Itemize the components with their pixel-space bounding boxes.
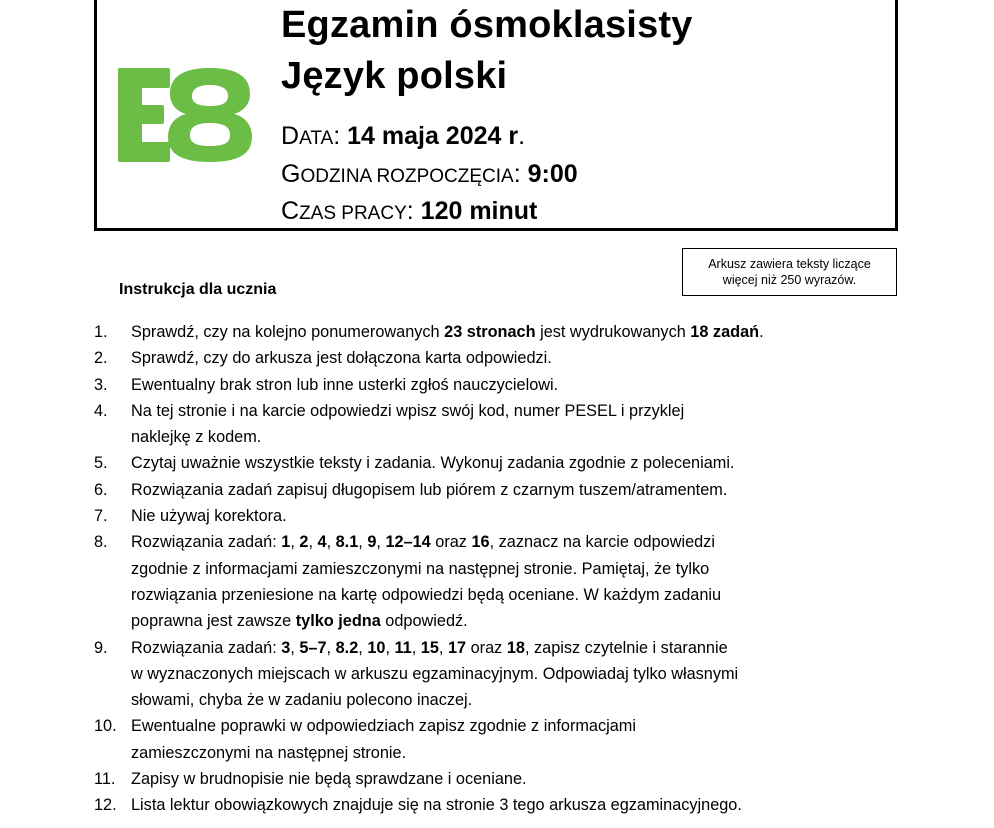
bold-text: tylko jedna (295, 612, 381, 631)
list-item-number: 8. (94, 533, 108, 552)
list-item-line (131, 766, 914, 792)
list-item-number: 11. (94, 770, 116, 789)
text: Sprawdź, czy na kolejno ponumerowanych (131, 323, 445, 341)
instructions-heading: Instrukcja dla ucznia (119, 281, 277, 298)
list-item-line (131, 582, 914, 608)
list-item (94, 529, 914, 634)
list-item-line (131, 398, 914, 424)
list-item (94, 345, 914, 371)
list-item (94, 503, 914, 529)
list-item-number: 4. (94, 401, 108, 420)
list-item-number: 12. (94, 796, 117, 815)
text: , (385, 638, 395, 657)
bold-text: 17 (447, 638, 467, 657)
bold-text: 12–14 (385, 533, 431, 552)
date-value: 14 maja 2024 (347, 122, 502, 150)
duration-label-rest: ZAS PRACY (299, 203, 407, 224)
bold-text: 8.2 (335, 638, 359, 657)
date-label-rest: ATA (299, 128, 334, 149)
text: Czytaj uważnie wszystkie teksty i zadania. Wykonuj zadania zgodnie z poleceniami. (131, 454, 735, 473)
text: Ewentualny brak stron lub inne usterki zgłoś nauczycielowi. (131, 375, 559, 394)
text: naklejkę z kodem. (131, 428, 262, 447)
date-suffix: r (501, 122, 519, 150)
text: , (438, 638, 448, 657)
list-item-number: 5. (94, 454, 108, 473)
list-item-line (131, 477, 914, 503)
start-label-colon: : (513, 160, 521, 188)
text: , (358, 638, 368, 657)
exam-date (281, 124, 525, 149)
list-item (94, 635, 914, 714)
bold-text: 3 (281, 638, 291, 657)
date-label-initial: D (281, 122, 300, 150)
text: Ewentualne poprawki w odpowiedziach zapisz zgodnie z informacjami (131, 717, 636, 736)
bold-text: 16 (471, 533, 490, 552)
text: oraz (430, 533, 472, 552)
list-item (94, 398, 914, 451)
list-item-number: 1. (94, 323, 108, 341)
list-item-line (131, 372, 914, 398)
list-item-line (131, 661, 914, 687)
text: Rozwiązania zadań: (131, 533, 282, 552)
start-label-initial: G (281, 160, 301, 188)
text: Lista lektur obowiązkowych znajduje się na stronie 3 tego arkusza egzaminacyjnego. (131, 796, 742, 815)
list-item-line (131, 740, 914, 766)
duration-label-colon: : (406, 197, 414, 225)
list-item-number: 10. (94, 717, 117, 736)
date-period: . (518, 122, 526, 150)
text: Sprawdź, czy do arkusza jest dołączona karta odpowiedzi. (131, 349, 552, 368)
list-item (94, 450, 914, 476)
bold-text: 15 (420, 638, 439, 657)
list-item (94, 713, 914, 766)
text: , zaznacz na karcie odpowiedzi (489, 533, 715, 552)
list-item-line (131, 713, 914, 739)
text: w wyznaczonych miejscach w arkuszu egzaminacyjnym. Odpowiadaj tylko własnymi (131, 664, 739, 683)
list-item (94, 766, 914, 792)
duration-label-initial: C (281, 197, 300, 225)
word-count-note (682, 248, 897, 296)
text: zamieszczonymi na następnej stronie. (131, 743, 407, 762)
text: Zapisy w brudnopisie nie będą sprawdzane i oceniane. (131, 770, 527, 789)
bold-text: 8.1 (335, 533, 359, 552)
exam-title: Egzamin ósmoklasisty (281, 4, 693, 46)
text: , (308, 533, 318, 552)
bold-text: 1 (281, 533, 291, 552)
text: , (376, 533, 386, 552)
list-item-number: 2. (94, 349, 108, 368)
bold-text: 4 (317, 533, 327, 552)
logo-text: E8 (184, 163, 186, 164)
text: , (290, 533, 300, 552)
text: , zapisz czytelnie i starannie (524, 638, 728, 657)
list-item-line (131, 556, 914, 582)
text: rozwiązania przeniesione na kartę odpowiedzi będą oceniane. W każdym zadaniu (131, 585, 722, 604)
list-item (94, 792, 914, 818)
list-item-number: 9. (94, 638, 108, 657)
text: . (759, 323, 764, 341)
text: , (326, 638, 336, 657)
list-item-line (131, 635, 914, 661)
text: , (326, 533, 336, 552)
list-item-line (131, 345, 914, 371)
list-item-number: 7. (94, 507, 108, 526)
text: zgodnie z informacjami zamieszczonymi na następnej stronie. Pamiętaj, że tylko (131, 559, 710, 578)
list-item-line (131, 529, 914, 555)
list-item-line (131, 792, 914, 818)
list-item (94, 372, 914, 398)
duration-value: 120 minut (420, 197, 538, 225)
bold-text: 10 (367, 638, 386, 657)
text: odpowiedź. (380, 612, 468, 631)
list-item-line (131, 319, 914, 345)
list-item-line (131, 503, 914, 529)
list-item (94, 319, 914, 345)
bold-text: 18 (506, 638, 525, 657)
text: , (358, 533, 368, 552)
text: , (290, 638, 300, 657)
text: Rozwiązania zadań: (131, 638, 282, 657)
list-item-line (131, 608, 914, 634)
list-item-line (131, 450, 914, 476)
bold-text: 11 (394, 638, 412, 657)
list-item-line (131, 424, 914, 450)
start-label-rest: ODZINA ROZPOCZĘCIA (300, 166, 514, 187)
bold-text: 9 (367, 533, 377, 552)
text: Nie używaj korektora. (131, 507, 287, 526)
text: , (411, 638, 421, 657)
e8-logo-icon (116, 66, 252, 164)
bold-text: 2 (299, 533, 309, 552)
text: poprawna jest zawsze (131, 612, 296, 631)
note-line-1: Arkusz zawiera teksty liczące (708, 257, 871, 271)
exam-start-time (281, 162, 578, 187)
note-line-2: więcej niż 250 wyrazów. (722, 273, 857, 287)
date-label-colon: : (333, 122, 341, 150)
bold-text: 23 stronach (444, 323, 536, 341)
text: Rozwiązania zadań zapisuj długopisem lub piórem z czarnym tuszem/atramentem. (131, 480, 728, 499)
text: Na tej stronie i na karcie odpowiedzi wpisz swój kod, numer PESEL i przyklej (131, 401, 685, 420)
exam-subject: Język polski (281, 55, 508, 97)
list-item-line (131, 687, 914, 713)
instructions-list (94, 319, 914, 819)
text: jest wydrukowanych (535, 323, 691, 341)
text: słowami, chyba że w zadaniu polecono inaczej. (131, 691, 473, 710)
start-value: 9:00 (527, 160, 578, 188)
list-item (94, 477, 914, 503)
bold-text: 5–7 (299, 638, 327, 657)
text: oraz (466, 638, 507, 657)
list-item-number: 6. (94, 480, 108, 499)
bold-text: 18 zadań (690, 323, 760, 341)
list-item-number: 3. (94, 375, 108, 394)
exam-duration (281, 199, 537, 224)
